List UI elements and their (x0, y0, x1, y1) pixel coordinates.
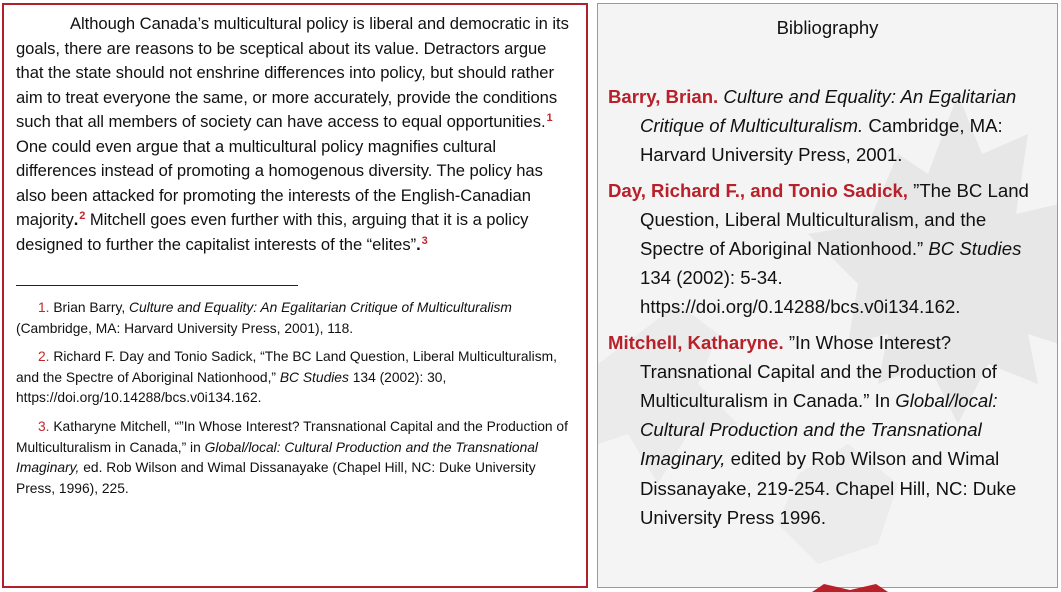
bibliography-panel (597, 3, 1058, 588)
bibliography-author: Day, Richard F., and Tonio Sadick, (608, 179, 908, 201)
footnote-ref-1[interactable]: 1 (546, 112, 553, 124)
footnote-text: Brian Barry, (49, 300, 129, 315)
footnote-2 (16, 347, 576, 409)
footnote-text: ed. Rob Wilson and Wimal Dissanayake (Chapel Hill, NC: Duke University Press, 1996), 225. (16, 460, 536, 496)
footnote-text: Katharyne Mitchell, “”In Whose Interest? Transnational Capital and the Production of Multiculturalism in Canada,” in (16, 418, 568, 455)
bibliography-text: ”In Whose Interest? Transnational Capital and the Production of Multiculturalism in Canada.” In (640, 331, 997, 412)
bibliography-entry-mitchell (608, 328, 1039, 532)
essay-period-3: . (416, 234, 421, 254)
bibliography-text: edited by Rob Wilson and Wimal Dissanayake, 219-254. Chapel Hill, NC: Duke University Press 1996. (640, 448, 1017, 528)
essay-period-2: . (73, 210, 79, 229)
footnote-3 (16, 417, 576, 499)
footnote-separator (16, 285, 298, 286)
footnote-title: BC Studies (279, 369, 349, 385)
essay-text-part-3: Mitchell goes even further with this, arguing that it is a policy designed to further the capitalist interests of the “elites” (16, 210, 529, 254)
footnote-text: Richard F. Day and Tonio Sadick, “The BC Land Question, Liberal Multiculturalism, and the Spectre of Aboriginal Nationhood,” (16, 349, 557, 385)
bibliography-text: ”The BC Land Question, Liberal Multiculturalism, and the Spectre of Aboriginal Nationhood.” (640, 179, 1029, 260)
maple-leaf-tip-icon (812, 584, 888, 592)
footnote-title: Global/local: Cultural Production and the Transnational Imaginary, (16, 439, 539, 476)
bibliography-text: 134 (2002): 5-34. https://doi.org/0.14288/bcs.v0i134.162. (640, 267, 961, 318)
footnotes (16, 298, 576, 499)
footnote-number: 3. (38, 418, 50, 434)
bibliography-entry-day (608, 176, 1039, 322)
bibliography-list (608, 82, 1039, 532)
essay-text-part-2: One could even argue that a multicultural policy magnifies cultural differences instead of promoting a homogenous diversity. The policy has also been attacked for promoting the interests of the English-Canadian majority (16, 136, 543, 229)
footnote-text: (Cambridge, MA: Harvard University Press, 2001), 118. (16, 320, 354, 336)
footnote-title: Culture and Equality: An Egalitarian Critique of Multiculturalism (129, 300, 512, 315)
footnote-number: 1. (38, 300, 50, 315)
footnote-ref-3[interactable]: 3 (421, 234, 428, 247)
bibliography-author: Barry, Brian. (608, 86, 719, 107)
essay-text-part-1: Although Canada’s multicultural policy is liberal and democratic in its goals, there are reasons to be sceptical about its value. Detractors argue that the state should not enshrine differences into policy, but should rather aim to treat everyone the same, or more accurately, provide the conditions such that all members of society can have access to equal opportunities. (16, 14, 569, 131)
bibliography-author: Mitchell, Katharyne. (608, 331, 784, 353)
footnote-number: 2. (38, 349, 50, 365)
footnote-ref-2[interactable]: 2 (79, 210, 86, 222)
footnote-text: 134 (2002): 30, https://doi.org/10.14288/bcs.v0i134.162. (16, 369, 447, 406)
bibliography-text: Cambridge, MA: Harvard University Press, 2001. (640, 115, 1003, 166)
bibliography-title-italic: Global/local: Cultural Production and the Transnational Imaginary, (640, 390, 998, 470)
essay-panel (2, 3, 588, 588)
footnote-1 (16, 298, 576, 339)
bibliography-title-italic: BC Studies (928, 238, 1022, 260)
bibliography-title: Bibliography (776, 17, 879, 38)
bibliography-title-italic: Culture and Equality: An Egalitarian Critique of Multiculturalism. (640, 86, 1017, 137)
bibliography-entry-barry (608, 82, 1039, 170)
essay-paragraph (16, 12, 576, 257)
